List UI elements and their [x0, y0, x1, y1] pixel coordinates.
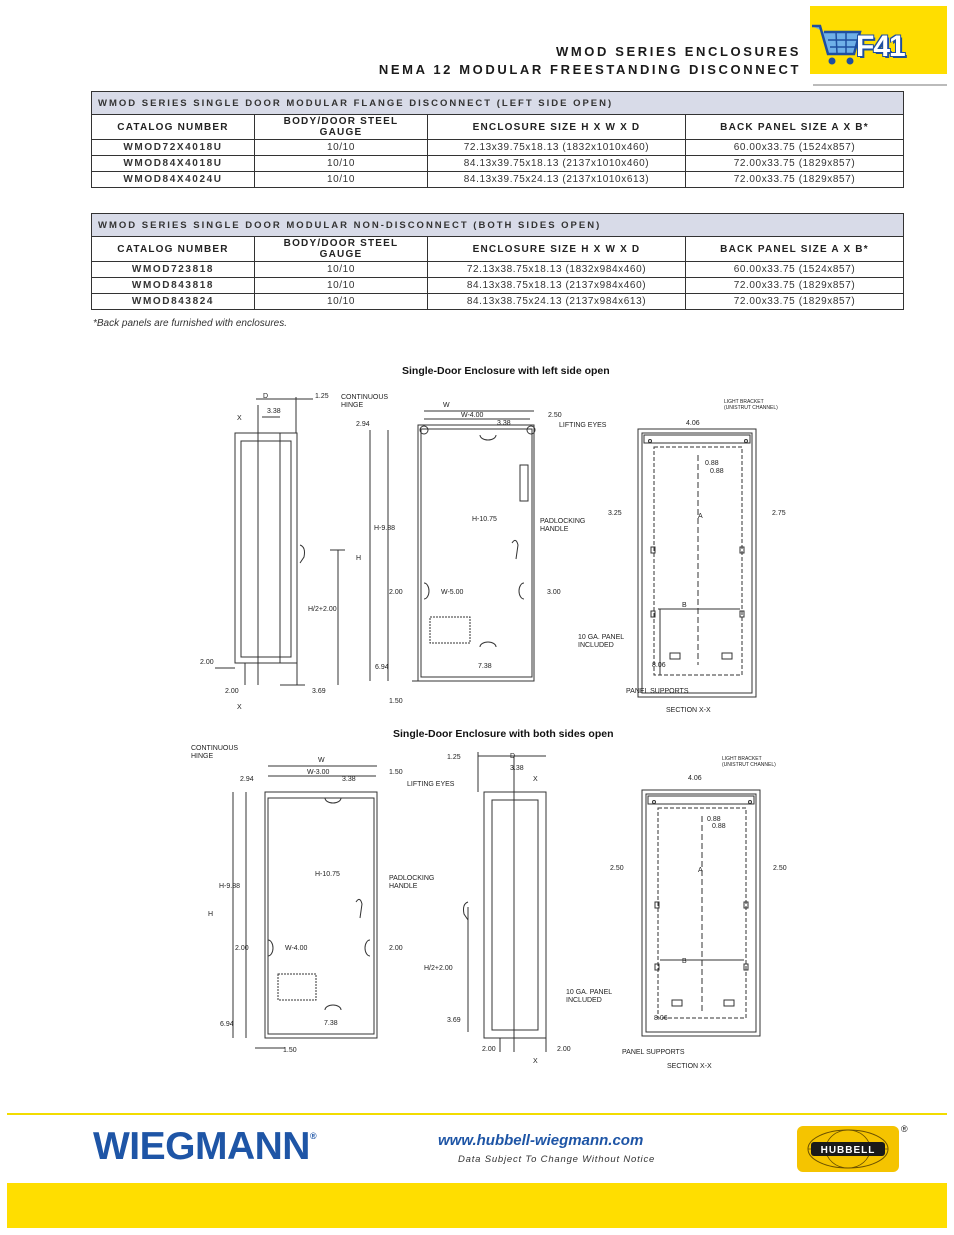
hubbell-logo: [797, 1126, 899, 1172]
spec-table-non-disconnect: [91, 213, 904, 310]
callout-label: PADLOCKING HANDLE: [389, 875, 435, 891]
steel-gauge: 10/10: [255, 140, 428, 156]
catalog-number: WMOD843824: [92, 294, 255, 310]
section-title: SECTION X-X: [667, 1063, 712, 1070]
partner-name: HUBBELL: [820, 1145, 876, 1156]
dim-label: 2.75: [772, 510, 786, 517]
disclaimer-text: Data Subject To Change Without Notice: [458, 1154, 656, 1165]
dim-label: 7.38: [478, 663, 492, 670]
table-title: WMOD SERIES SINGLE DOOR MODULAR FLANGE DISCONNECT (LEFT SIDE OPEN): [92, 92, 904, 115]
dim-label: W: [443, 402, 450, 409]
dim-label: 1.50: [283, 1047, 297, 1054]
dim-label: H: [356, 555, 362, 562]
catalog-number: WMOD72X4018U: [92, 140, 255, 156]
dim-label: W-5.00: [441, 589, 464, 596]
callout-label: PANEL SUPPORTS: [626, 688, 689, 695]
callout-label: CONTINUOUS HINGE: [191, 745, 239, 761]
dim-label: 2.94: [356, 421, 370, 428]
footer-bar: [7, 1183, 947, 1228]
table-row: [92, 140, 904, 156]
dim-label: 0.88: [712, 823, 726, 830]
steel-gauge: 10/10: [255, 262, 428, 278]
table-row: [92, 294, 904, 310]
column-header: CATALOG NUMBER: [92, 237, 255, 262]
header-divider: [813, 84, 947, 86]
dim-label: W-3.00: [307, 769, 330, 776]
callout-label: LIFTING EYES: [407, 781, 455, 788]
catalog-number: WMOD843818: [92, 278, 255, 294]
dim-label: 2.00: [557, 1046, 571, 1053]
table-row: [92, 172, 904, 188]
shopping-cart-icon: [810, 20, 862, 68]
dim-label: H-9.88: [219, 883, 241, 890]
enclosure-size: 84.13x39.75x24.13 (2137x1010x613): [428, 172, 686, 188]
dim-label: W-4.00: [461, 412, 484, 419]
callout-label: CONTINUOUS HINGE: [341, 394, 389, 410]
back-panel-note: *Back panels are furnished with enclosures.: [93, 318, 287, 329]
dim-label: 4.06: [688, 775, 702, 782]
callout-label: 10 GA. PANEL INCLUDED: [578, 634, 625, 650]
side-view-body: [235, 433, 297, 663]
drawing2-both-sides-open: [0, 742, 954, 1087]
dim-label: D: [510, 753, 516, 760]
callout-label: LIGHT BRACKET (UNISTRUT CHANNEL): [722, 756, 776, 768]
drawing1-left-side-open: [0, 385, 954, 720]
dim-label: 3.69: [447, 1017, 461, 1024]
header-title-line1: WMOD SERIES ENCLOSURES: [556, 44, 801, 59]
table-row: [92, 278, 904, 294]
back-panel-size: 60.00x33.75 (1524x857): [686, 140, 904, 156]
dim-label: W: [318, 757, 325, 764]
dim-label: 2.00: [482, 1046, 496, 1053]
dim-label: 2.00: [200, 659, 214, 666]
table-row: [92, 156, 904, 172]
brand-registered-mark: ®: [309, 1131, 317, 1141]
callout-label: LIFTING EYES: [559, 422, 607, 429]
enclosure-size: 84.13x38.75x24.13 (2137x984x613): [428, 294, 686, 310]
column-header: ENCLOSURE SIZE H X W X D: [428, 237, 686, 262]
callout-label: 10 GA. PANEL INCLUDED: [566, 989, 613, 1005]
dim-label: 2.50: [773, 865, 787, 872]
callout-label: PANEL SUPPORTS: [622, 1049, 685, 1056]
section-marker: X: [237, 704, 242, 711]
dim-label: 2.00: [389, 945, 403, 952]
dim-label: B: [682, 602, 687, 609]
dim-label: D: [263, 393, 269, 400]
dim-label: 1.25: [447, 754, 461, 761]
dim-label: B: [682, 958, 687, 965]
section-view-body: [638, 429, 756, 697]
website-link[interactable]: www.hubbell-wiegmann.com: [438, 1132, 644, 1149]
globe-icon: [797, 1126, 899, 1172]
callout-label: PADLOCKING HANDLE: [540, 518, 586, 534]
spec-table-flange-disconnect: [91, 91, 904, 188]
dim-label: 3.38: [497, 420, 511, 427]
enclosure-size: 84.13x38.75x18.13 (2137x984x460): [428, 278, 686, 294]
dim-label: 8.06: [652, 662, 666, 669]
dim-label: H-10.75: [315, 871, 340, 878]
back-panel-size: 72.00x33.75 (1829x857): [686, 172, 904, 188]
catalog-number: WMOD84X4024U: [92, 172, 255, 188]
footer-divider: [7, 1113, 947, 1115]
section-view-body: [642, 790, 760, 1036]
dim-label: 2.00: [225, 688, 239, 695]
dim-label: 2.50: [610, 865, 624, 872]
column-header: BODY/DOOR STEEL GAUGE: [255, 237, 428, 262]
dim-label: 2.00: [235, 945, 249, 952]
back-panel-size: 72.00x33.75 (1829x857): [686, 294, 904, 310]
brand-name: WIEGMANN: [93, 1125, 310, 1168]
dim-label: 0.88: [707, 816, 721, 823]
steel-gauge: 10/10: [255, 278, 428, 294]
section-marker: X: [533, 776, 538, 783]
section-marker: X: [237, 415, 242, 422]
dim-label: H-9.88: [374, 525, 396, 532]
dim-label: 2.00: [389, 589, 403, 596]
dim-label: 6.94: [375, 664, 389, 671]
dim-label: 8.06: [654, 1015, 668, 1022]
enclosure-size: 72.13x39.75x18.13 (1832x1010x460): [428, 140, 686, 156]
section-code: F41: [856, 30, 905, 63]
header-title-line2: NEMA 12 MODULAR FREESTANDING DISCONNECT: [378, 62, 801, 77]
dim-label: 4.06: [686, 420, 700, 427]
steel-gauge: 10/10: [255, 294, 428, 310]
dim-label: 2.94: [240, 776, 254, 783]
dim-label: 3.38: [267, 408, 281, 415]
table-row: [92, 262, 904, 278]
dim-label: H/2+2.00: [308, 606, 337, 613]
dim-label: 6.94: [220, 1021, 234, 1028]
drawing2-caption: Single-Door Enclosure with both sides open: [393, 728, 614, 740]
catalog-number: WMOD723818: [92, 262, 255, 278]
column-header: ENCLOSURE SIZE H X W X D: [428, 115, 686, 140]
back-panel-size: 60.00x33.75 (1524x857): [686, 262, 904, 278]
partner-registered-mark: ®: [901, 1124, 908, 1134]
dim-label: W-4.00: [285, 945, 308, 952]
dim-label: 3.00: [547, 589, 561, 596]
dim-label: 1.50: [389, 698, 403, 705]
enclosure-size: 84.13x39.75x18.13 (2137x1010x460): [428, 156, 686, 172]
section-marker: X: [533, 1058, 538, 1065]
table-title: WMOD SERIES SINGLE DOOR MODULAR NON-DISCONNECT (BOTH SIDES OPEN): [92, 214, 904, 237]
drawing1-caption: Single-Door Enclosure with left side open: [402, 365, 610, 377]
steel-gauge: 10/10: [255, 156, 428, 172]
steel-gauge: 10/10: [255, 172, 428, 188]
dim-label: H/2+2.00: [424, 965, 453, 972]
wiegmann-logo: [93, 1125, 316, 1169]
column-header: BODY/DOOR STEEL GAUGE: [255, 115, 428, 140]
dim-label: A: [698, 867, 703, 874]
column-header: CATALOG NUMBER: [92, 115, 255, 140]
dim-label: 1.25: [315, 393, 329, 400]
dim-label: 1.50: [389, 769, 403, 776]
dim-label: H: [208, 911, 214, 918]
callout-label: LIGHT BRACKET (UNISTRUT CHANNEL): [724, 399, 778, 411]
enclosure-size: 72.13x38.75x18.13 (1832x984x460): [428, 262, 686, 278]
dim-label: 2.50: [548, 412, 562, 419]
dim-label: 3.69: [312, 688, 326, 695]
dim-label: 3.38: [342, 776, 356, 783]
column-header: BACK PANEL SIZE A X B*: [686, 237, 904, 262]
dim-label: 0.88: [710, 468, 724, 475]
dim-label: A: [698, 513, 703, 520]
side-view-body: [484, 792, 546, 1038]
back-panel-size: 72.00x33.75 (1829x857): [686, 278, 904, 294]
dim-label: 7.38: [324, 1020, 338, 1027]
back-panel-size: 72.00x33.75 (1829x857): [686, 156, 904, 172]
column-header: BACK PANEL SIZE A X B*: [686, 115, 904, 140]
dim-label: 3.38: [510, 765, 524, 772]
dim-label: H-10.75: [472, 516, 497, 523]
section-title: SECTION X-X: [666, 707, 711, 714]
dim-label: 0.88: [705, 460, 719, 467]
dim-label: 3.25: [608, 510, 622, 517]
catalog-number: WMOD84X4018U: [92, 156, 255, 172]
